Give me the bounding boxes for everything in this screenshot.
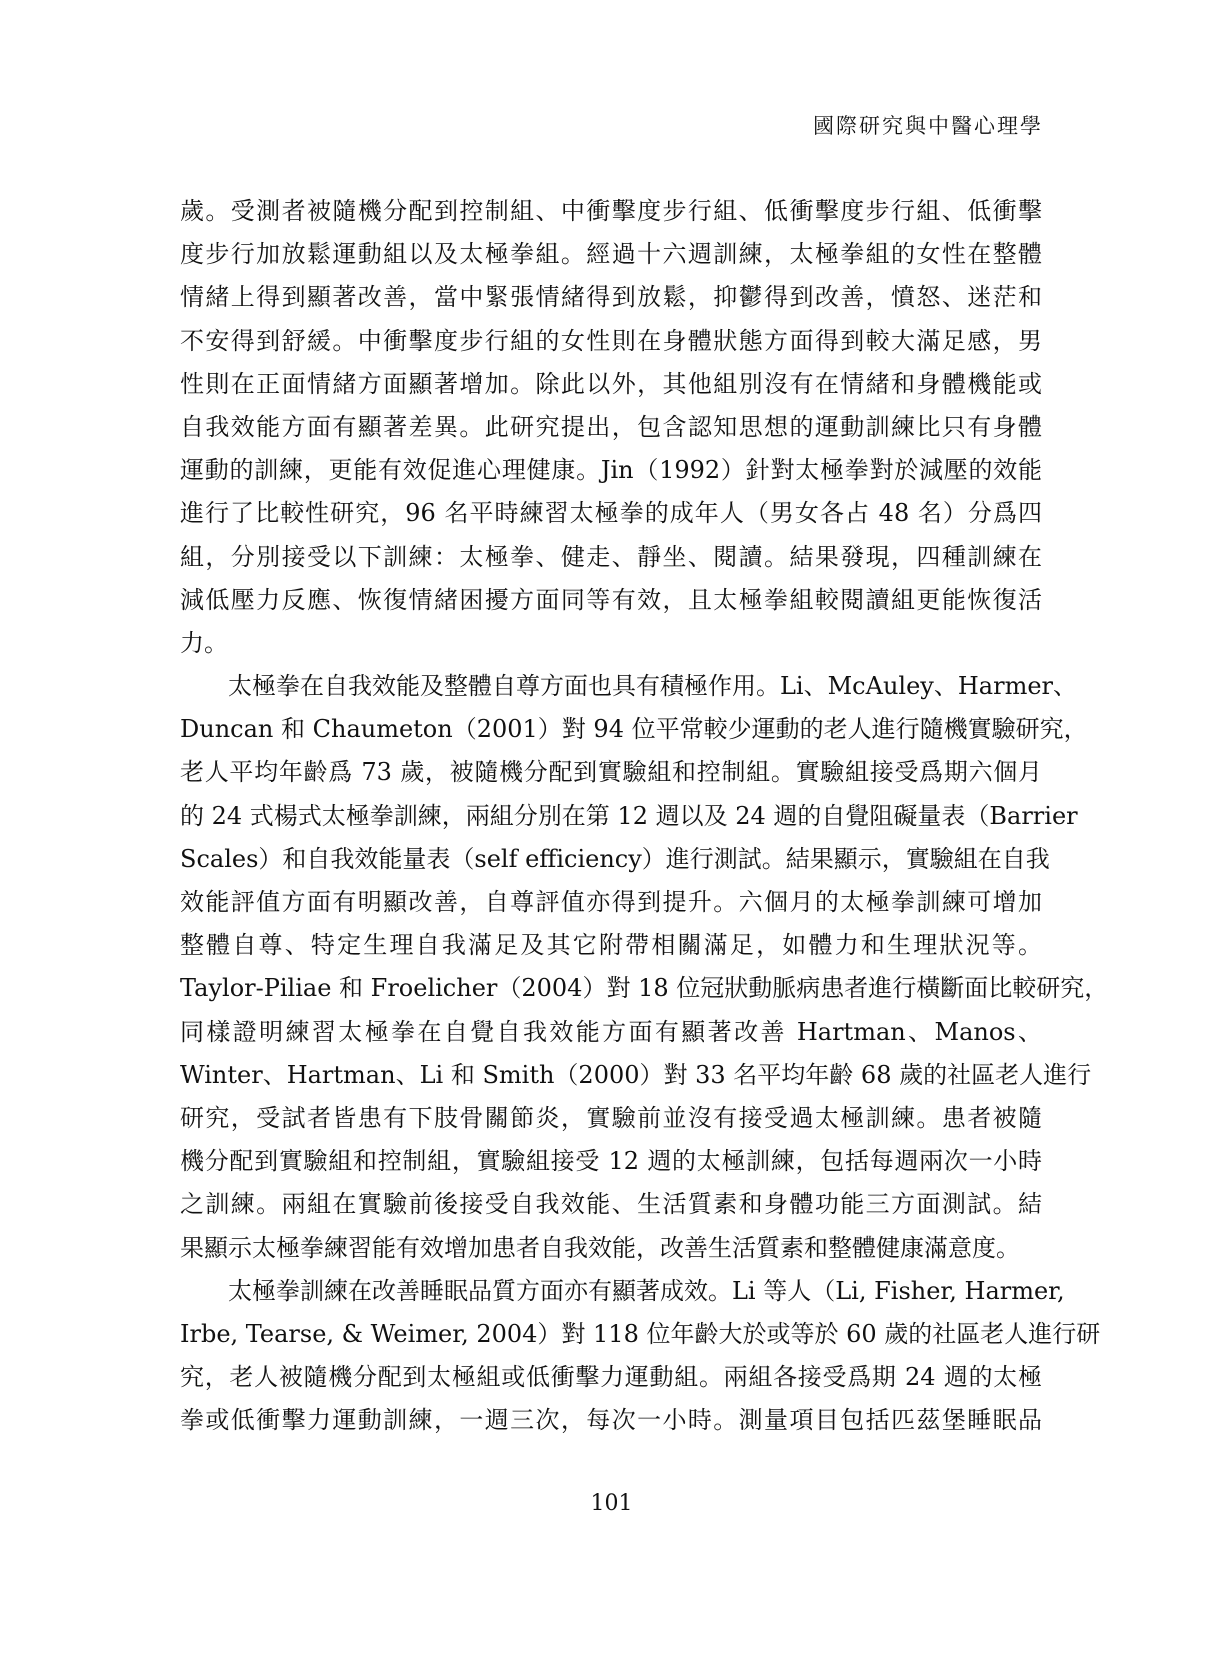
text-line: 研究，受試者皆患有下肢骨關節炎，實驗前並沒有接受過太極訓練。患者被隨 (180, 1103, 1042, 1132)
text-line: 之訓練。兩組在實驗前後接受自我效能、生活質素和身體功能三方面測試。結 (180, 1190, 1042, 1219)
text-line: 不安得到舒緩。中衝擊度步行組的女性則在身體狀態方面得到較大滿足感，男 (180, 326, 1042, 355)
text-line: 情緒上得到顯著改善，當中緊張情緒得到放鬆，抑鬱得到改善，憤怒、迷茫和 (180, 283, 1042, 312)
text-line: Winter、Hartman、Li 和 Smith（2000）對 33 名平均年齡 68 歲的社區老人進行 (180, 1060, 1092, 1089)
text-line: Duncan 和 Chaumeton（2001）對 94 位平常較少運動的老人進行隨機實驗研究， (180, 715, 1088, 744)
text-line: 自我效能方面有顯著差異。此研究提出，包含認知思想的運動訓練比只有身體 (180, 412, 1042, 441)
text-line: Taylor-Piliae 和 Froelicher（2004）對 18 位冠狀動脈病患者進行橫斷面比較研究， (180, 974, 1109, 1003)
text-line: 度步行加放鬆運動組以及太極拳組。經過十六週訓練，太極拳組的女性在整體 (180, 240, 1042, 269)
text-line: 歲。受測者被隨機分配到控制組、中衝擊度步行組、低衝擊度步行組、低衝擊 (180, 197, 1042, 225)
text-line: 的 24 式楊式太極拳訓練，兩組分別在第 12 週以及 24 週的自覺阻礙量表（Barrier (180, 801, 1078, 830)
text-line: Irbe, Tearse, & Weimer, 2004）對 118 位年齡大於或等於 60 歲的社區老人進行研 (180, 1319, 1101, 1348)
main-text (180, 190, 1109, 1442)
text-line: 組，分別接受以下訓練：太極拳、健走、靜坐、閱讀。結果發現，四種訓練在 (180, 542, 1042, 571)
text-line: 效能評值方面有明顯改善，自尊評值亦得到提升。六個月的太極拳訓練可增加 (180, 888, 1042, 916)
text-line: 太極拳在自我效能及整體自尊方面也具有積極作用。Li、McAuley、Harmer、 (228, 672, 1077, 701)
text-line: 運動的訓練，更能有效促進心理健康。Jin（1992）針對太極拳對於減壓的效能 (180, 456, 1042, 485)
text-line: 拳或低衝擊力運動訓練，一週三次，每次一小時。測量項目包括匹茲堡睡眠品 (180, 1406, 1042, 1435)
page-number: 101 (590, 1491, 633, 1516)
text-line: 力。 (180, 628, 228, 657)
text-line: 整體自尊、特定生理自我滿足及其它附帶相關滿足，如體力和生理狀況等。 (180, 931, 1042, 960)
text-line: 同樣證明練習太極拳在自覺自我效能方面有顯著改善 Hartman、Manos、 (180, 1017, 1042, 1046)
text-line: 機分配到實驗組和控制組，實驗組接受 12 週的太極訓練，包括每週兩次一小時 (180, 1147, 1042, 1176)
text-line: 果顯示太極拳練習能有效增加患者自我效能，改善生活質素和整體健康滿意度。 (180, 1233, 1020, 1262)
text-line: 減低壓力反應、恢復情緒困擾方面同等有效，且太極拳組較閱讀組更能恢復活 (180, 585, 1042, 614)
text-line: 進行了比較性研究，96 名平時練習太極拳的成年人（男女各占 48 名）分爲四 (180, 499, 1042, 528)
text-line: 性則在正面情緒方面顯著增加。除此以外，其他組別沒有在情緒和身體機能或 (180, 369, 1042, 398)
text-line: Scales）和自我效能量表（self efficiency）進行測試。結果顯示，實驗組在自我 (180, 844, 1050, 873)
text-line: 老人平均年齡爲 73 歲，被隨機分配到實驗組和控制組。實驗組接受爲期六個月 (180, 758, 1042, 787)
text-line: 太極拳訓練在改善睡眠品質方面亦有顯著成效。Li 等人（Li, Fisher, Harmer, (228, 1276, 1065, 1305)
text-line: 究，老人被隨機分配到太極組或低衝擊力運動組。兩組各接受爲期 24 週的太極 (180, 1363, 1042, 1392)
running-header: 國際研究與中醫心理學 (813, 114, 1043, 138)
